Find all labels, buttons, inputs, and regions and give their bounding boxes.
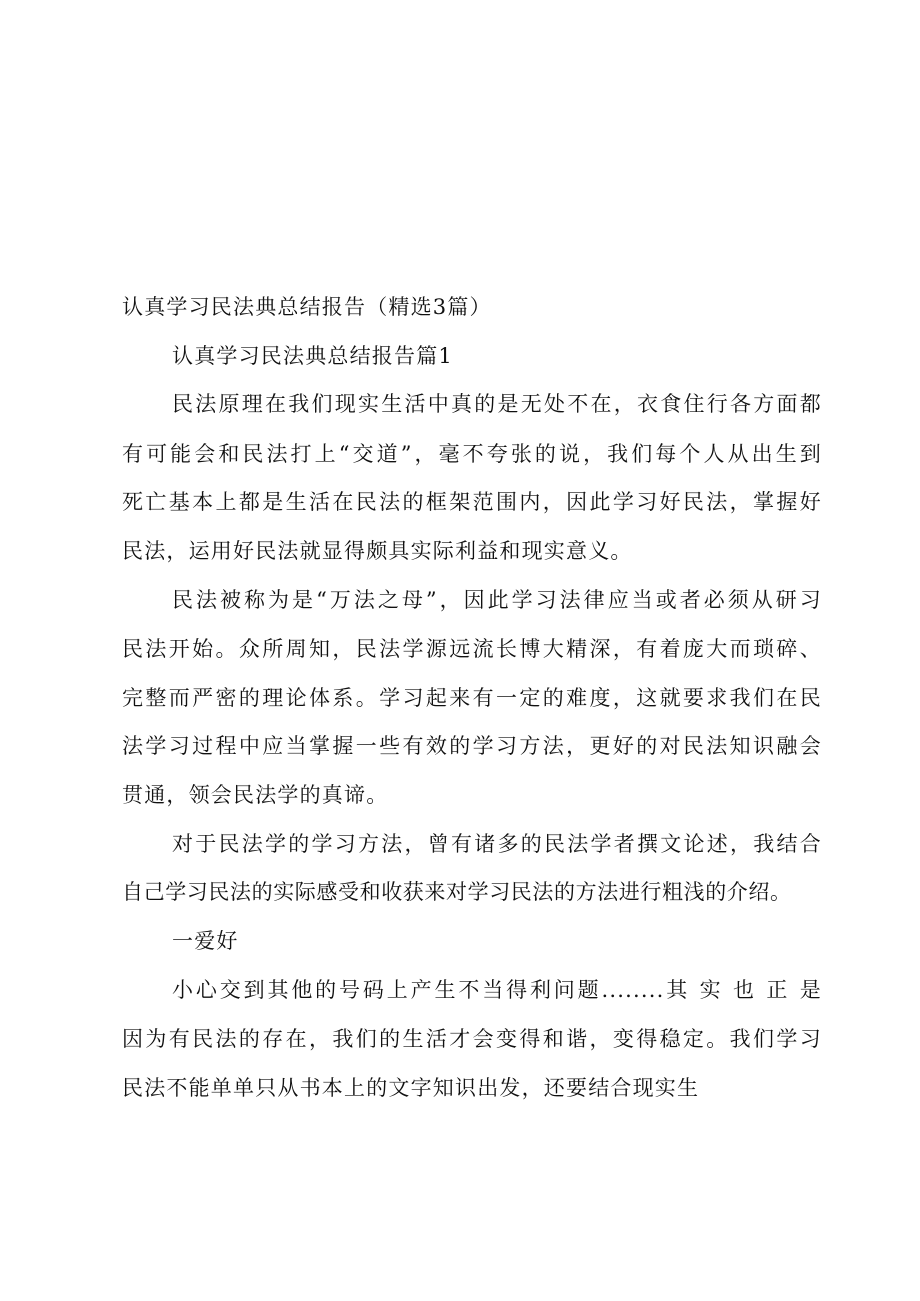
paragraph-2-line-5: 贯通，领会民法学的真谛。 [122,783,389,807]
paragraph-3-line-2: 自己学习民法的实际感受和收获来对学习民法的方法进行粗浅的介绍。 [122,880,792,904]
paragraph-4-line-3: 民法不能单单只从书本上的文字知识出发，还要结合现实生 [122,1076,700,1100]
paragraph-4-line-2: 因为有民法的存在，我们的生活才会变得和谐，变得稳定。我们学习 [122,1027,822,1051]
paragraph-1-line-2: 有可能会和民法打上“交道”，毫不夸张的说，我们每个人从出生到 [122,442,822,466]
paragraph-1-line-4: 民法，运用好民法就显得颇具实际利益和现实意义。 [122,539,633,563]
paragraph-2-line-2: 民法开始。众所周知，民法学源远流长博大精深，有着庞大而琐碎、 [122,637,822,661]
paragraph-2-line-3: 完整而严密的理论体系。学习起来有一定的难度，这就要求我们在民 [122,686,822,710]
paragraph-2-line-4: 法学习过程中应当掌握一些有效的学习方法，更好的对民法知识融会 [122,734,822,758]
paragraph-1-line-3: 死亡基本上都是生活在民法的框架范围内，因此学习好民法，掌握好 [122,490,822,514]
document-title: 认真学习民法典总结报告（精选3篇） [122,295,492,319]
subheading: 一爱好 [172,929,239,953]
paragraph-2-line-1: 民法被称为是“万法之母”，因此学习法律应当或者必须从研习 [172,588,822,612]
paragraph-3-line-1: 对于民法学的学习方法，曾有诸多的民法学者撰文论述，我结合 [172,832,822,856]
paragraph-4-line-1: 小心交到其他的号码上产生不当得利问题........其 实 也 正 是 [172,978,822,1002]
section-heading: 认真学习民法典总结报告篇1 [172,344,453,368]
paragraph-1-line-1: 民法原理在我们现实生活中真的是无处不在，衣食住行各方面都 [172,392,822,416]
